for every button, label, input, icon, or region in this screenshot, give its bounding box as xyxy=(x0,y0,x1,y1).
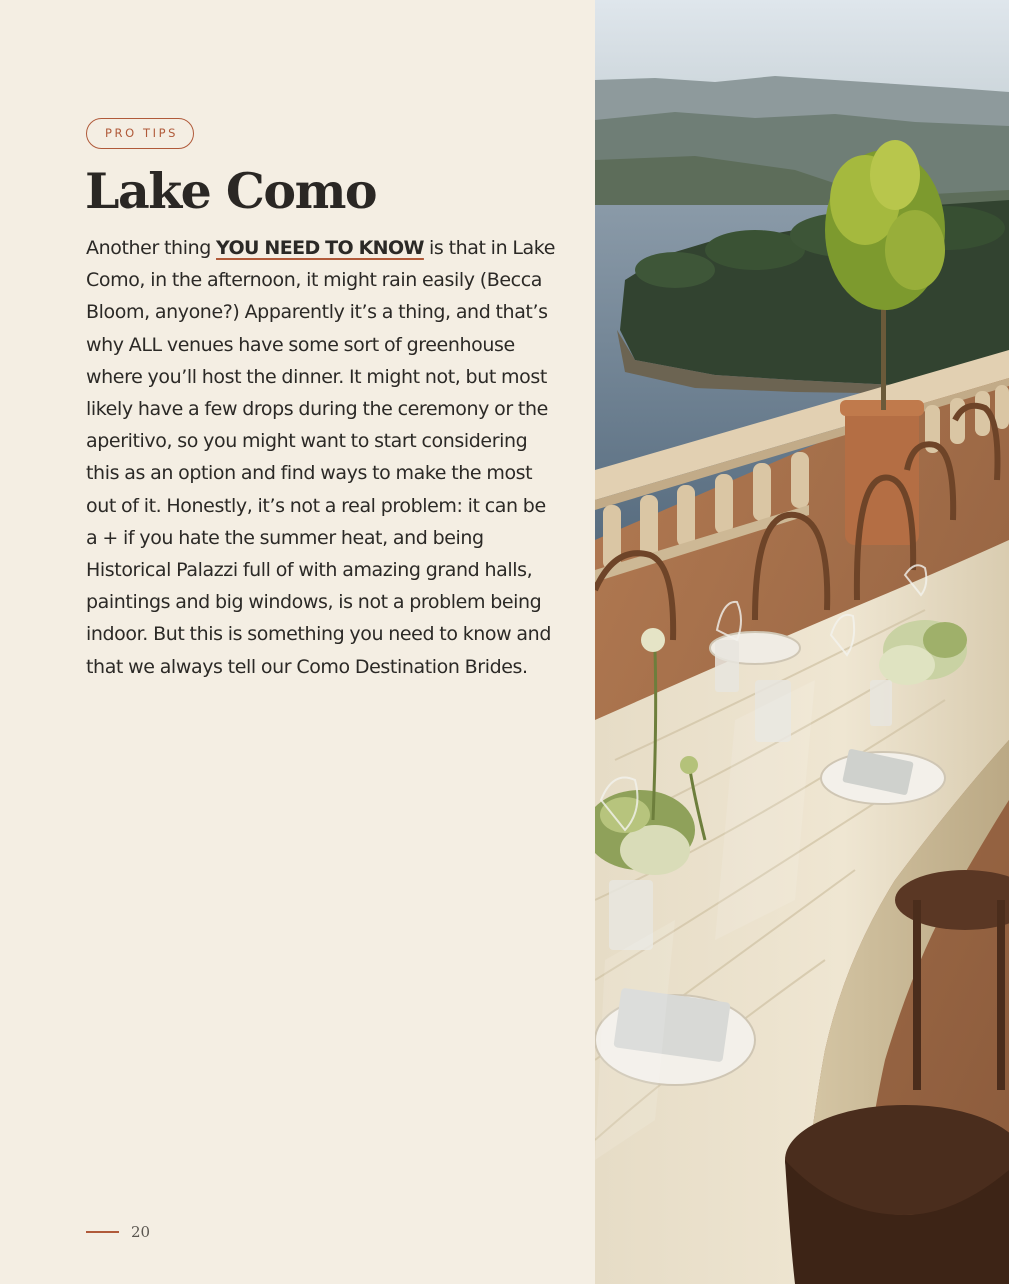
footer-rule xyxy=(86,1231,119,1232)
body-paragraph xyxy=(86,232,556,683)
venue-photo-illustration xyxy=(595,0,1009,1284)
page-title: Lake Como xyxy=(85,162,377,220)
page-footer xyxy=(86,1221,150,1243)
body-text-rest: is that in Lake Como, in the afternoon, it might rain easily (Becca Bloom, anyone?) Apparently it’s a thing, and that’s why ALL venues have some sort of greenhouse where you’ll host the dinner. It might not, but most likely have a few drops during the ceremony or the aperitivo, so you might want to start considering this as an option and find ways to make the most out of it. Honestly, it’s not a real problem: it can be a + if you hate the summer heat, and being Historical Palazzi full of with amazing grand halls, paintings and big windows, is not a problem being indoor. But this is something you need to know and that we always tell our Como Destination Brides. xyxy=(86,237,555,678)
page-number: 20 xyxy=(131,1223,151,1241)
pro-tips-tag: PRO TIPS xyxy=(86,118,194,149)
body-text-start: Another thing xyxy=(86,237,217,259)
venue-photo xyxy=(595,0,1009,1284)
body-emphasis: YOU NEED TO KNOW xyxy=(216,237,424,259)
